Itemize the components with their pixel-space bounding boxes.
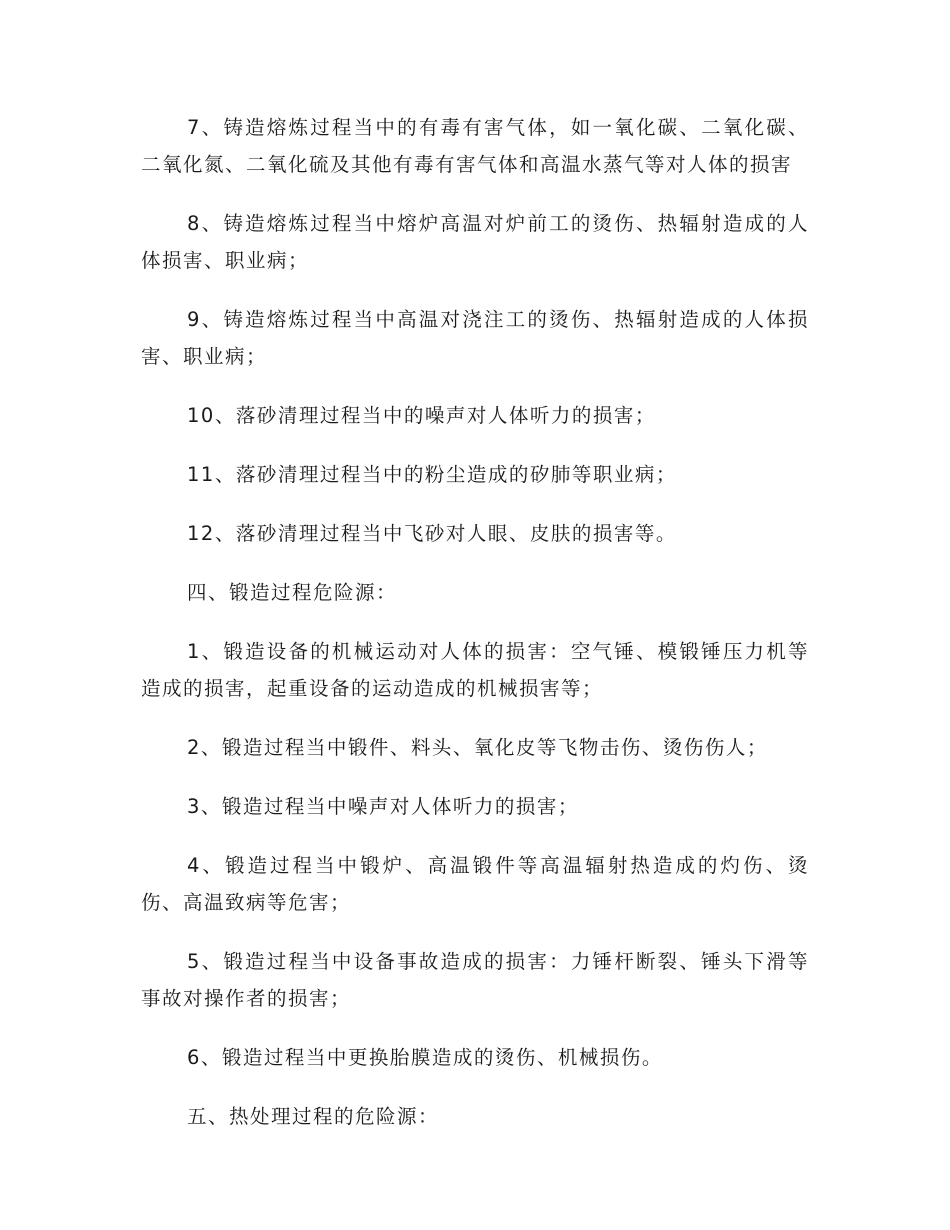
paragraph-item-9: 9、铸造熔炼过程当中高温对浇注工的烫伤、热辐射造成的人体损害、职业病； (141, 308, 809, 368)
forging-item-3: 3、锻造过程当中噪声对人体听力的损害； (187, 795, 579, 818)
paragraph-item-7: 7、铸造熔炼过程当中的有毒有害气体，如一氧化碳、二氧化碳、二氧化氮、二氧化硫及其他有毒有害气体和高温水蒸气等对人体的损害 (141, 116, 809, 176)
forging-item-6: 6、锻造过程当中更换胎膜造成的烫伤、机械损伤。 (187, 1046, 663, 1069)
document-body (141, 109, 809, 1157)
paragraph-item-8: 8、铸造熔炼过程当中熔炉高温对炉前工的烫伤、热辐射造成的人体损害、职业病； (141, 212, 809, 272)
paragraph-item-10: 10、落砂清理过程当中的噪声对人体听力的损害； (187, 404, 656, 427)
forging-item-4: 4、锻造过程当中锻炉、高温锻件等高温辐射热造成的灼伤、烫伤、高温致病等危害； (141, 854, 809, 914)
section-heading-forging: 四、锻造过程危险源： (187, 581, 398, 604)
paragraph-item-11: 11、落砂清理过程当中的粉尘造成的矽肺等职业病； (187, 463, 677, 486)
paragraph-item-12: 12、落砂清理过程当中飞砂对人眼、皮肤的损害等。 (187, 522, 677, 545)
forging-item-2: 2、锻造过程当中锻件、料头、氧化皮等飞物击伤、烫伤伤人； (187, 736, 768, 759)
section-heading-heat-treatment: 五、热处理过程的危险源： (187, 1105, 440, 1128)
forging-item-1: 1、锻造设备的机械运动对人体的损害：空气锤、模锻锤压力机等造成的损害，起重设备的运动造成的机械损害等； (141, 640, 809, 700)
forging-item-5: 5、锻造过程当中设备事故造成的损害：力锤杆断裂、锤头下滑等事故对操作者的损害； (141, 950, 809, 1010)
